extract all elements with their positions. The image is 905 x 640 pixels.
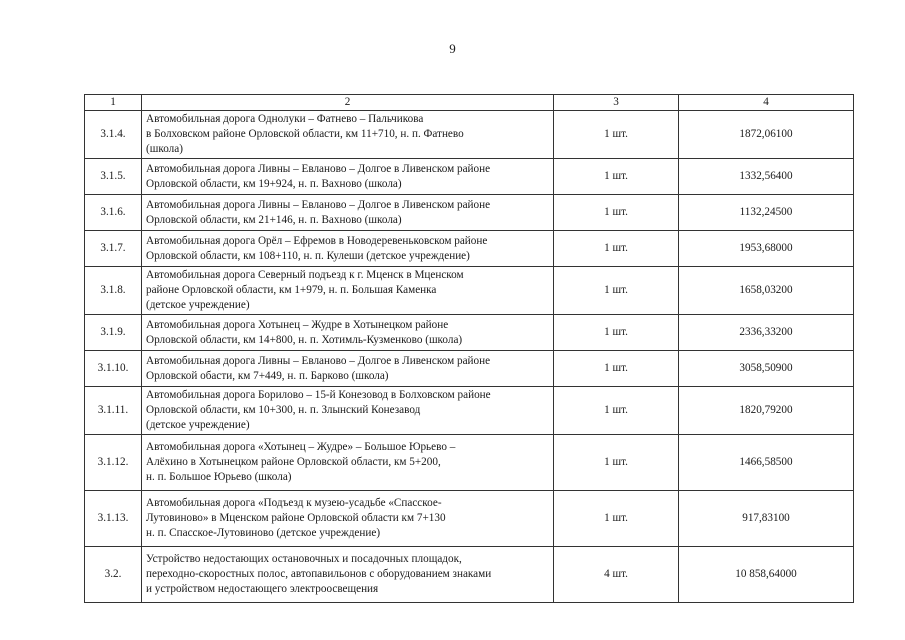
row-description (142, 351, 554, 387)
row-quantity: 1 шт. (554, 491, 679, 547)
description-line: Алёхино в Хотынецком районе Орловской области, км 5+200, (146, 456, 441, 468)
row-number: 3.2. (85, 547, 142, 603)
description-line: районе Орловской области, км 1+979, н. п. Большая Каменка (146, 284, 437, 296)
row-description (142, 387, 554, 435)
table-row (85, 267, 854, 315)
row-value: 10 858,64000 (679, 547, 854, 603)
row-description (142, 231, 554, 267)
row-number: 3.1.6. (85, 195, 142, 231)
row-description (142, 267, 554, 315)
description-line: (детское учреждение) (146, 419, 250, 431)
row-value: 1953,68000 (679, 231, 854, 267)
table-row (85, 195, 854, 231)
description-line: Автомобильная дорога «Хотынец – Жудре» – Большое Юрьево – (146, 441, 456, 453)
description-line: Автомобильная дорога Ливны – Евланово – Долгое в Ливенском районе (146, 198, 491, 211)
description-line: Автомобильная дорога Ливны – Евланово – Долгое в Ливенском районе (146, 354, 491, 367)
row-value: 1820,79200 (679, 387, 854, 435)
description-line: н. п. Большое Юрьево (школа) (146, 471, 292, 483)
row-quantity: 1 шт. (554, 351, 679, 387)
table-row (85, 159, 854, 195)
description-line: (школа) (146, 143, 183, 155)
row-quantity: 1 шт. (554, 315, 679, 351)
row-value: 1332,56400 (679, 159, 854, 195)
header-col-4: 4 (679, 95, 854, 111)
row-value: 2336,33200 (679, 315, 854, 351)
header-row (85, 95, 854, 111)
table-row (85, 547, 854, 603)
row-number: 3.1.12. (85, 435, 142, 491)
description-line: Автомобильная дорога Борилово – 15-й Конезовод в Болховском районе (146, 389, 491, 401)
row-description (142, 159, 554, 195)
description-line: Автомобильная дорога Ливны – Евланово – Долгое в Ливенском районе (146, 162, 491, 175)
table-row (85, 351, 854, 387)
description-line: Автомобильная дорога Однолуки – Фатнево – Пальчикова (146, 113, 424, 125)
description-line: Автомобильная дорога Северный подъезд к г. Мценск в Мценском (146, 269, 464, 281)
description-line: Автомобильная дорога Хотынец – Жудре в Хотынецком районе (146, 318, 449, 331)
row-number: 3.1.11. (85, 387, 142, 435)
description-line: и устройством недостающего электроосвещения (146, 583, 379, 595)
row-quantity: 1 шт. (554, 435, 679, 491)
row-description (142, 315, 554, 351)
row-value: 1872,06100 (679, 111, 854, 159)
row-description (142, 111, 554, 159)
description-line: Автомобильная дорога Орёл – Ефремов в Новодеревеньковском районе (146, 234, 488, 247)
row-number: 3.1.4. (85, 111, 142, 159)
description-line: Автомобильная дорога «Подъезд к музею-усадьбе «Спасское- (146, 497, 442, 509)
header-col-3: 3 (554, 95, 679, 111)
description-line: Орловской области, км 19+924, н. п. Вахново (школа) (146, 177, 402, 190)
description-line: Лутовиново» в Мценском районе Орловской области км 7+130 (146, 512, 446, 524)
row-value: 917,83100 (679, 491, 854, 547)
description-line: Устройство недостающих остановочных и посадочных площадок, (146, 553, 462, 565)
row-quantity: 1 шт. (554, 267, 679, 315)
description-line: Орловской области, км 14+800, н. п. Хотимль-Кузменково (школа) (146, 333, 463, 346)
row-quantity: 1 шт. (554, 387, 679, 435)
row-description (142, 435, 554, 491)
table-row (85, 231, 854, 267)
row-description (142, 547, 554, 603)
description-line: Орловской области, км 21+146, н. п. Вахново (школа) (146, 213, 402, 226)
description-line: Орловской области, км 10+300, н. п. Злынский Конезавод (146, 404, 421, 416)
row-value: 1466,58500 (679, 435, 854, 491)
row-quantity: 4 шт. (554, 547, 679, 603)
row-value: 1132,24500 (679, 195, 854, 231)
page-number: 9 (449, 41, 456, 56)
table-row (85, 111, 854, 159)
description-line: переходно-скоростных полос, автопавильонов с оборудованием знаками (146, 568, 492, 580)
table-row (85, 435, 854, 491)
row-quantity: 1 шт. (554, 231, 679, 267)
description-line: Орловской области, км 108+110, н. п. Кулеши (детское учреждение) (146, 249, 470, 262)
table-row (85, 315, 854, 351)
row-value: 3058,50900 (679, 351, 854, 387)
data-table (84, 94, 854, 603)
description-line: в Болховском районе Орловской области, км 11+710, н. п. Фатнево (146, 128, 464, 140)
row-number: 3.1.8. (85, 267, 142, 315)
description-line: (детское учреждение) (146, 299, 250, 311)
header-col-1: 1 (85, 95, 142, 111)
row-quantity: 1 шт. (554, 195, 679, 231)
description-line: н. п. Спасское-Лутовиново (детское учреждение) (146, 527, 381, 539)
row-number: 3.1.5. (85, 159, 142, 195)
row-description (142, 491, 554, 547)
row-quantity: 1 шт. (554, 159, 679, 195)
table-row (85, 387, 854, 435)
row-description (142, 195, 554, 231)
header-col-2: 2 (142, 95, 554, 111)
row-number: 3.1.9. (85, 315, 142, 351)
row-number: 3.1.13. (85, 491, 142, 547)
row-quantity: 1 шт. (554, 111, 679, 159)
table-row (85, 491, 854, 547)
description-line: Орловской обасти, км 7+449, н. п. Барково (школа) (146, 369, 389, 382)
row-number: 3.1.10. (85, 351, 142, 387)
row-value: 1658,03200 (679, 267, 854, 315)
row-number: 3.1.7. (85, 231, 142, 267)
